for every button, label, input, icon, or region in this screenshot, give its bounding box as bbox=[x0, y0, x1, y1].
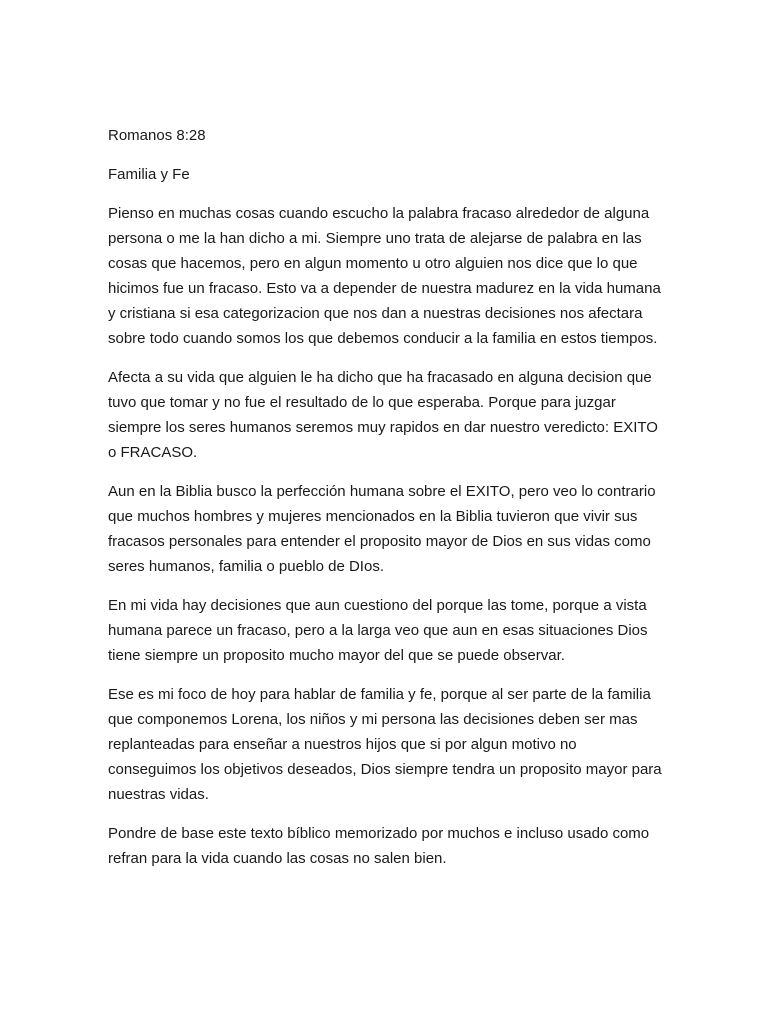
paragraph-6: Pondre de base este texto bíblico memorizado por muchos e incluso usado como refran para la vida cuando las cosas no salen bien. bbox=[108, 825, 650, 867]
document-heading: Romanos 8:28 bbox=[108, 127, 206, 144]
document-body bbox=[108, 123, 668, 885]
document-subheading: Familia y Fe bbox=[108, 166, 190, 183]
paragraph-5: Ese es mi foco de hoy para hablar de familia y fe, porque al ser parte de la familia que componemos Lorena, los niños y mi persona las decisiones deben ser mas replanteadas para enseñar a nuestros hijos que si por algun motivo no conseguimos los objetivos deseados, Dios siempre tendra un proposito mayor para nuestras vidas. bbox=[108, 686, 662, 803]
paragraph-1: Pienso en muchas cosas cuando escucho la palabra fracaso alrededor de alguna persona o me la han dicho a mi. Siempre uno trata de alejarse de palabra en las cosas que hacemos, pero en algun momento u otro alguien nos dice que lo que hicimos fue un fracaso. Esto va a depender de nuestra madurez en la vida humana y cristiana si esa categorizacion que nos dan a nuestras decisiones nos afectara sobre todo cuando somos los que debemos conducir a la familia en estos tiempos. bbox=[108, 205, 661, 347]
paragraph-3: Aun en la Biblia busco la perfección humana sobre el EXITO, pero veo lo contrario que muchos hombres y mujeres mencionados en la Biblia tuvieron que vivir sus fracasos personales para entender el proposito mayor de Dios en sus vidas como seres humanos, familia o pueblo de DIos. bbox=[108, 483, 656, 575]
paragraph-2: Afecta a su vida que alguien le ha dicho que ha fracasado en alguna decision que tuvo que tomar y no fue el resultado de lo que esperaba. Porque para juzgar siempre los seres humanos seremos muy rapidos en dar nuestro veredicto: EXITO o FRACASO. bbox=[108, 369, 658, 461]
paragraph-4: En mi vida hay decisiones que aun cuestiono del porque las tome, porque a vista humana parece un fracaso, pero a la larga veo que aun en esas situaciones Dios tiene siempre un proposito mucho mayor del que se puede observar. bbox=[108, 597, 648, 664]
